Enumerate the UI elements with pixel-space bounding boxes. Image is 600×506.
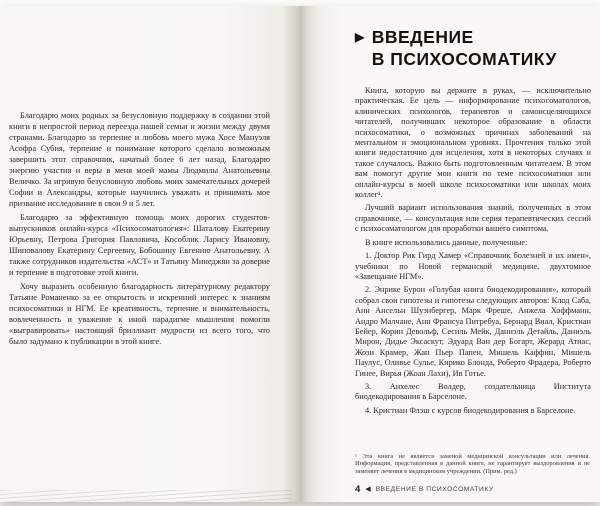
- source-item-1: 1. Доктор Рик Гирд Хамер «Справочник болезней и их имен», учебники по Новой германской медицине, двухтомное «Завещание НГМ».: [355, 251, 591, 281]
- source-item-4: 4. Кристиан Флэш с курсов биодекодирования в Барселоне.: [365, 405, 576, 415]
- acknowledgments-text: [9, 110, 270, 347]
- chapter-title-text: [372, 26, 557, 70]
- left-page: [0, 6, 300, 502]
- sources-list-intro: В книге использовались данные, полученные:: [365, 237, 528, 247]
- introduction-text: [355, 86, 591, 416]
- footnote-area: [355, 450, 590, 476]
- footer-arrow-icon: ◀: [365, 486, 371, 493]
- source-item-2: 2. Энрике Бурон «Голубая книга биодекодирования», который собрал свои гипотезы и гипотезы следующих авторов: Клод Саба, Анн Ансельн Шуэнбергер, Марк Фреше, Анжела Хоффманн, Андро Малчане, Анн Франсуа Питребуа, Бернард Виал, Кристиан Бейер, Корин Девольф, Сесиль Мейк, Даниэль Детайль, Даниэль Мирон, Дидье Эксаскут, Эдуард Ван дер Богарт, Жерард Атиас, Жози Крамер, Жан Пьер Папен, Мишель Каффин, Мишель Паулус, Оливье Сулье, Кирико Блонда, Роберто Фрадера, Роберто Гинее, Вирья (Жоан Лахи), Ив Готье.: [355, 285, 591, 378]
- acknowledgments-paragraph-1: Благодарю моих родных за безусловную поддержку в создании этой книги в непростой период переезда нашей семьи и жизни между двумя странами. Благодарю за терпение и любовь моего мужа Хосе Мануэля Асофра Субия, терпение и понимание которого сделало возможным завершить этот справочник, начатый более 6 лет назад. Благодарю энергию участия и веры в меня моей мамы Людмилы Анатольевны Величко. За игривую безусловную любовь моих замечательных дочерей Софии и Александры, которые научились уважать и принимать мое призвание исследование в свои 9 и 5 лет.: [9, 111, 270, 208]
- intro-paragraph-1: Книга, которую вы держите в руках, — исключительно практическая. Ее цель — информирование психосоматологов, клинических психологов, терапевтов и самоисцеляющихся читателей, получивших некоторое образование в области психосоматики, о возможных причинах заболеваний на ментальном и эмоциональном уровнях. Прочтения только этой книги недостаточно для исцеления, хотя в некоторых случаях и такое случалось. Важно быть подготовленным читателем. В этом вам помогут другие мои книги по теме психосоматики или онлайн-курсы в моей школе психосоматики или школах моих коллег¹.: [355, 86, 591, 200]
- page-footer: [355, 484, 494, 495]
- footnote-text: ¹ Эта книга не является заменой медицинской консультации или лечения. Информация, представленная в данной книге, не гарантирует выздоровления и не заменяет лечения в медицинском учреждении. (Прим. ред.): [355, 452, 590, 476]
- acknowledgments-paragraph-2: Благодарю за эффективную помощь моих дорогих студентов-выпускников онлайн-курса «Психосоматология»: Шаталову Екатерину Юрьевну, Петрова Григория Павловича, Кособлик Ларису Ивановну, Шиповалову Екатерину Сергеевну, Бобошину Евгению Анатольевну. А также сотрудников издательства «АСТ» и Татьяну Минеджян за доверие и терпение в подготовке этой книги.: [9, 213, 270, 277]
- open-book: [0, 6, 600, 502]
- chapter-title-line-1: ВВЕДЕНИЕ: [371, 27, 474, 47]
- chapter-title-line-2: В ПСИХОСОМАТИКУ: [371, 49, 557, 69]
- source-item-3: 3. Анхелес Волдер, создательница Института биодекодирования в Барселоне.: [355, 381, 591, 402]
- chapter-marker-icon: ▶: [355, 30, 365, 44]
- page-number: 4: [355, 484, 361, 495]
- chapter-title: [355, 26, 591, 70]
- acknowledgments-paragraph-3: Хочу выразить особенную благодарность литературному редактору Татьяне Романенко за ее открытость и искренний интерес к знаниям психосоматики и НГМ. Ее креативность, терпение и внимательность, вовлеченность и уважение к иной парадигме мышления помогли «выгравировать» настоящий бриллиант мудрости из всего того, что было задумано к публикации в этой книге.: [9, 282, 270, 346]
- running-title: ВВЕДЕНИЕ В ПСИХОСОМАТИКУ: [375, 486, 494, 493]
- intro-paragraph-2: Лучший вариант использования знаний, полученных в этом справочнике, — консультация или серия терапевтических сессий с психосоматологом для проработки вашего симптома.: [355, 203, 591, 234]
- right-page: [300, 6, 600, 502]
